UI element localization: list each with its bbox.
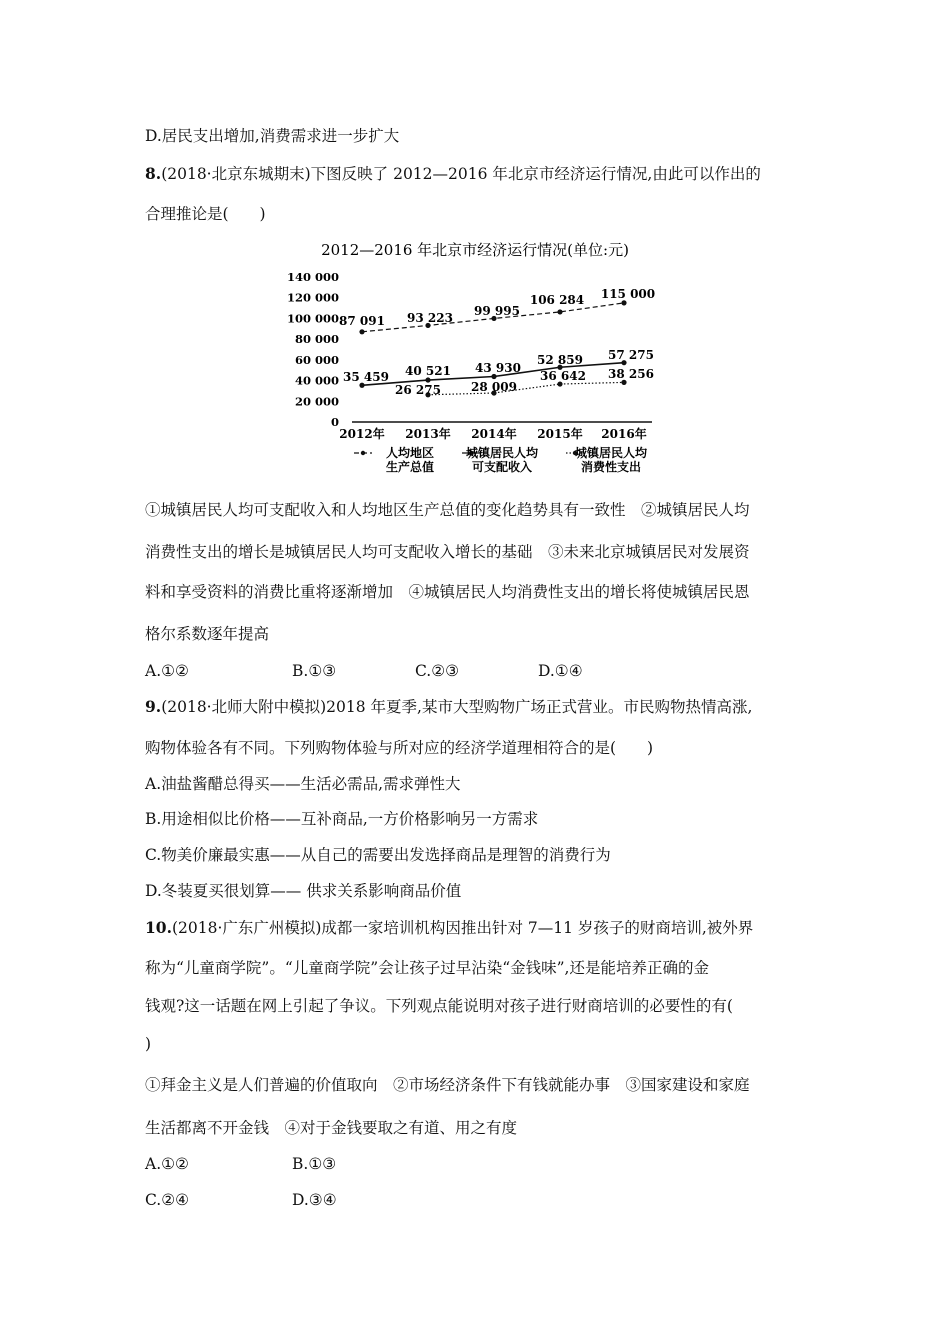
- q10-statement-2: 生活都离不开金钱 ④对于金钱要取之有道、用之有度: [145, 1119, 518, 1137]
- data-label: 43 930: [475, 361, 521, 375]
- q8-stem-line2: 合理推论是( ): [145, 205, 266, 223]
- y-tick-label: 80 000: [294, 332, 339, 347]
- q8-options: [145, 661, 845, 683]
- q7-option-d: D.居民支出增加,消费需求进一步扩大: [145, 127, 400, 145]
- data-label: 28 009: [471, 380, 517, 394]
- q10-stem-line3: 钱观?这一话题在网上引起了争议。下列观点能说明对孩子进行财商培训的必要性的有(: [145, 997, 733, 1015]
- q10-stem-line4: ): [145, 1035, 152, 1053]
- legend-label: 消费性支出: [580, 460, 642, 474]
- legend-label: 城镇居民人均: [465, 446, 539, 460]
- q10-stem-text1: (2018·广东广州模拟)成都一家培训机构因推出针对 7—11 岁孩子的财商培训,被外界: [171, 919, 754, 937]
- data-label: 38 256: [608, 367, 654, 381]
- data-label: 106 284: [529, 293, 585, 307]
- point-labels: [339, 287, 655, 397]
- q8-option-c[interactable]: C.②③: [415, 662, 460, 680]
- x-tick-label: 2013年: [405, 427, 451, 441]
- q8-statement-2: 消费性支出的增长是城镇居民人均可支配收入增长的基础 ③未来北京城镇居民对发展资: [145, 543, 750, 561]
- q8-option-d[interactable]: D.①④: [538, 662, 583, 680]
- data-point: [359, 329, 364, 334]
- x-tick-label: 2016年: [601, 427, 647, 441]
- data-label: 52 859: [537, 353, 583, 367]
- y-tick-label: 40 000: [294, 373, 339, 388]
- q8-statement-1: ①城镇居民人均可支配收入和人均地区生产总值的变化趋势具有一致性 ②城镇居民人均: [145, 501, 750, 519]
- q10-option-b[interactable]: B.①③: [292, 1155, 337, 1173]
- data-label: 36 642: [540, 369, 586, 383]
- legend-label: 可支配收入: [471, 460, 533, 474]
- q10-option-d[interactable]: D.③④: [292, 1191, 337, 1209]
- q10-option-a[interactable]: A.①②: [145, 1155, 189, 1173]
- q9-option-d[interactable]: D.冬装夏买很划算—— 供求关系影响商品价值: [145, 882, 462, 900]
- data-label: 35 459: [343, 370, 389, 384]
- y-tick-label: 60 000: [294, 352, 339, 367]
- q8-statement-4: 格尔系数逐年提高: [145, 625, 270, 643]
- q9-number: 9.: [145, 697, 162, 716]
- q10-statement-1: ①拜金主义是人们普遍的价值取向 ②市场经济条件下有钱就能办事 ③国家建设和家庭: [145, 1076, 750, 1094]
- q9-stem-line2: 购物体验各有不同。下列购物体验与所对应的经济学道理相符合的是( ): [145, 739, 654, 757]
- y-tick-label: 140 000: [286, 270, 339, 284]
- series-line: [428, 382, 624, 394]
- legend-label: 生产总值: [385, 460, 435, 474]
- y-tick-label: 100 000: [286, 311, 339, 326]
- y-tick-label: 20 000: [294, 394, 339, 409]
- chart-legend: [354, 445, 648, 474]
- legend-marker: [361, 451, 365, 455]
- data-label: 93 223: [407, 311, 453, 325]
- q8-option-a[interactable]: A.①②: [145, 662, 189, 680]
- q10-option-c[interactable]: C.②④: [145, 1191, 190, 1209]
- data-label: 40 521: [405, 364, 451, 378]
- chart-title: 2012—2016 年北京市经济运行情况(单位:元): [321, 241, 629, 259]
- q8-number: 8.: [145, 164, 162, 183]
- q9-option-b[interactable]: B.用途相似比价格——互补商品,一方价格影响另一方需求: [145, 810, 539, 828]
- y-tick-label: 0: [330, 415, 339, 429]
- x-tick-label: 2012年: [339, 427, 385, 441]
- q9-stem-text1: (2018·北师大附中模拟)2018 年夏季,某市大型购物广场正式营业。市民购物热情高涨,: [161, 698, 753, 716]
- q8-stem-text1: (2018·北京东城期末)下图反映了 2012—2016 年北京市经济运行情况,由此可以作出的: [161, 165, 761, 183]
- q8-option-b[interactable]: B.①③: [292, 662, 337, 680]
- q10-number: 10.: [145, 918, 172, 937]
- data-label: 99 995: [474, 304, 520, 318]
- x-tick-label: 2014年: [471, 427, 517, 441]
- data-point: [557, 309, 562, 314]
- x-axis-ticks: [339, 426, 646, 441]
- q9-stem-line1: [145, 697, 752, 717]
- data-label: 26 275: [395, 383, 441, 397]
- y-axis-ticks: [287, 270, 339, 429]
- q10-options-row2: [145, 1190, 545, 1212]
- q9-option-c[interactable]: C.物美价廉最实惠——从自己的需要出发选择商品是理智的消费行为: [145, 846, 611, 864]
- q9-option-a[interactable]: A.油盐酱醋总得买——生活必需品,需求弹性大: [145, 775, 461, 793]
- q10-stem-line1: [145, 918, 753, 938]
- data-label: 115 000: [600, 287, 656, 301]
- legend-label: 人均地区: [385, 446, 435, 460]
- data-label: 87 091: [339, 314, 385, 328]
- data-label: 57 275: [608, 348, 654, 362]
- q10-stem-line2: 称为“儿童商学院”。“儿童商学院”会让孩子过早沾染“金钱味”,还是能培养正确的金: [145, 959, 709, 977]
- legend-label: 城镇居民人均: [574, 446, 648, 460]
- data-point: [621, 300, 626, 305]
- q8-statement-3: 料和享受资料的消费比重将逐渐增加 ④城镇居民人均消费性支出的增长将使城镇居民恩: [145, 583, 750, 601]
- q10-options-row1: [145, 1154, 545, 1176]
- y-tick-label: 120 000: [286, 290, 339, 305]
- data-point: [425, 377, 430, 382]
- x-tick-label: 2015年: [537, 427, 583, 441]
